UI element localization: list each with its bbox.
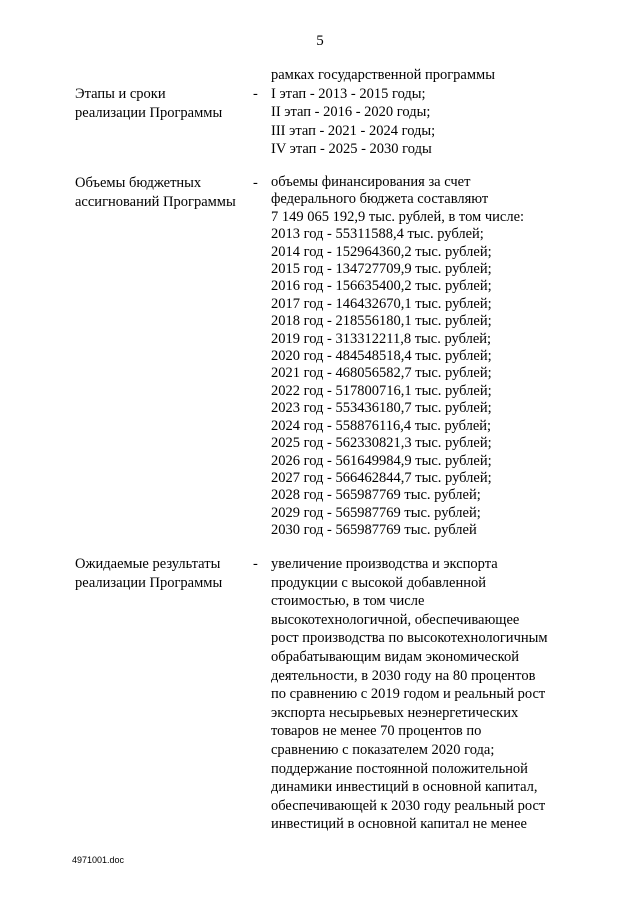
results-line: деятельности, в 2030 году на 80 процентов <box>271 667 536 684</box>
results-dash: - <box>253 556 258 572</box>
stages-line: II этап - 2016 - 2020 годы; <box>271 104 431 120</box>
budget-line: 2020 год - 484548518,4 тыс. рублей; <box>271 348 492 365</box>
stages-dash: - <box>253 86 258 102</box>
budget-label-line: ассигнований Программы <box>75 193 236 210</box>
results-line: стоимостью, в том числе <box>271 593 425 610</box>
stages-content <box>271 66 591 159</box>
results-line: инвестиций в основной капитал не менее <box>271 816 527 833</box>
results-line: товаров не менее 70 процентов по <box>271 723 482 740</box>
stages-line: IV этап - 2025 - 2030 годы <box>271 141 432 157</box>
budget-line: 2021 год - 468056582,7 тыс. рублей; <box>271 365 492 382</box>
budget-line: 2017 год - 146432670,1 тыс. рублей; <box>271 295 492 312</box>
budget-dash: - <box>253 175 258 191</box>
budget-line: объемы финансирования за счет <box>271 174 471 190</box>
results-label-line: Ожидаемые результаты <box>75 556 221 572</box>
results-line: поддержание постоянной положительной <box>271 760 528 777</box>
budget-line: 2030 год - 565987769 тыс. рублей <box>271 522 477 539</box>
results-line: продукции с высокой добавленной <box>271 574 486 591</box>
results-line: обрабатывающим видам экономической <box>271 648 519 665</box>
stages-label-line: Этапы и сроки <box>75 86 166 102</box>
results-line: экспорта несырьевых неэнергетических <box>271 704 519 721</box>
budget-line: 2026 год - 561649984,9 тыс. рублей; <box>271 452 492 469</box>
results-label-line: реализации Программы <box>75 574 223 591</box>
results-line: динамики инвестиций в основной капитал, <box>271 779 538 796</box>
results-line: увеличение производства и экспорта <box>271 556 498 572</box>
budget-line: федерального бюджета составляют <box>271 191 489 208</box>
results-line: сравнению с показателем 2020 года; <box>271 741 495 758</box>
budget-line: 2015 год - 134727709,9 тыс. рублей; <box>271 261 492 278</box>
budget-line: 2027 год - 566462844,7 тыс. рублей; <box>271 469 492 486</box>
results-label <box>75 555 250 592</box>
stages-line: I этап - 2013 - 2015 годы; <box>271 85 426 102</box>
stages-label-line: реализации Программы <box>75 104 223 121</box>
budget-line: 2013 год - 55311588,4 тыс. рублей; <box>271 226 484 243</box>
stages-line: III этап - 2021 - 2024 годы; <box>271 122 436 139</box>
page-number: 5 <box>316 33 324 49</box>
budget-label <box>75 174 250 211</box>
budget-line: 2022 год - 517800716,1 тыс. рублей; <box>271 382 492 399</box>
budget-line: 2018 год - 218556180,1 тыс. рублей; <box>271 313 492 330</box>
results-line: высокотехнологичной, обеспечивающее <box>271 611 520 628</box>
budget-label-line: Объемы бюджетных <box>75 175 202 191</box>
results-content <box>271 555 591 834</box>
stages-label <box>75 85 250 122</box>
document-filename: 4971001.doc <box>72 855 125 865</box>
budget-line: 7 149 065 192,9 тыс. рублей, в том числе: <box>271 208 525 225</box>
budget-line: 2029 год - 565987769 тыс. рублей; <box>271 504 481 521</box>
budget-line: 2019 год - 313312211,8 тыс. рублей; <box>271 330 492 347</box>
budget-line: 2014 год - 152964360,2 тыс. рублей; <box>271 243 492 260</box>
results-line: по сравнению с 2019 годом и реальный рост <box>271 686 546 703</box>
budget-line: 2024 год - 558876116,4 тыс. рублей; <box>271 417 492 434</box>
budget-line: 2025 год - 562330821,3 тыс. рублей; <box>271 435 492 452</box>
budget-line: 2016 год - 156635400,2 тыс. рублей; <box>271 278 492 295</box>
stages-line: рамках государственной программы <box>271 67 495 83</box>
results-line: рост производства по высокотехнологичным <box>271 630 548 647</box>
budget-line: 2023 год - 553436180,7 тыс. рублей; <box>271 400 492 417</box>
results-line: обеспечивающей к 2030 году реальный рост <box>271 797 546 814</box>
budget-line: 2028 год - 565987769 тыс. рублей; <box>271 487 481 504</box>
budget-content <box>271 174 591 540</box>
